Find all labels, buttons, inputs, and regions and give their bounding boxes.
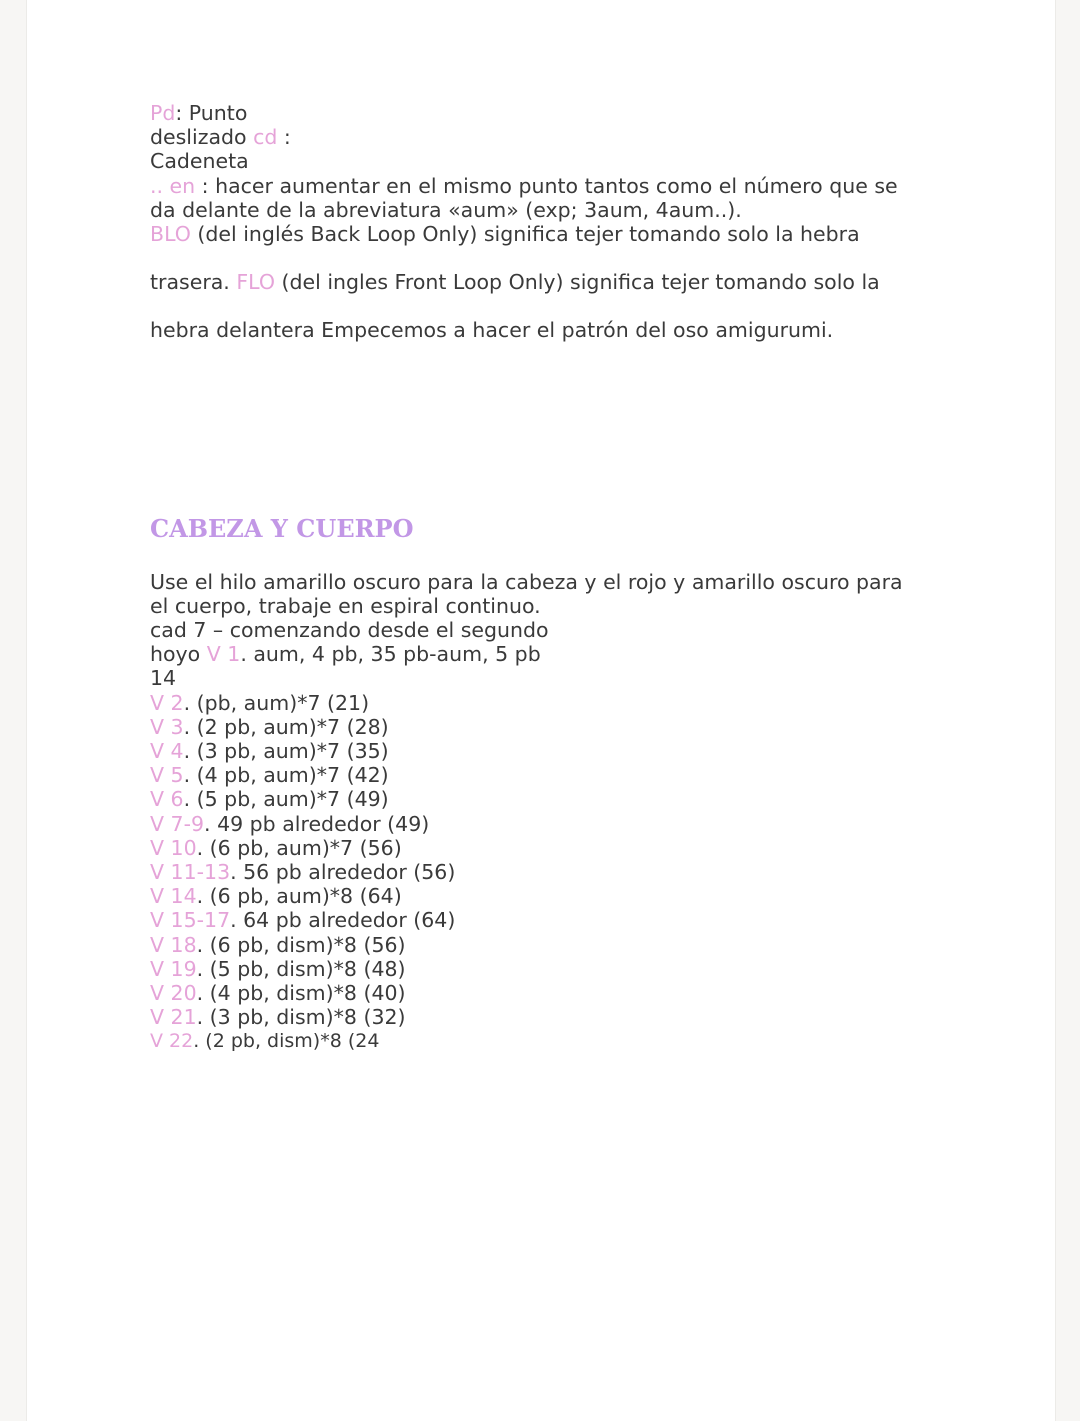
round-text: . (6 pb, aum)*7 (56) xyxy=(196,835,402,860)
intro-line-4: hoyo V 1. aum, 4 pb, 35 pb-aum, 5 pb xyxy=(150,642,541,667)
round-label: V 21 xyxy=(150,1005,197,1030)
glossary-cd-def: Cadeneta xyxy=(150,149,249,174)
glossary-en-def2: da delante de la abreviatura «aum» (exp; 3aum, 4aum..). xyxy=(150,197,742,222)
abbr-en: .. en xyxy=(150,173,196,198)
round-item xyxy=(150,1005,940,1029)
document-page xyxy=(26,0,1056,1421)
intro-line-2: el cuerpo, trabaje en espiral continuo. xyxy=(150,593,541,618)
article-content xyxy=(150,101,940,1054)
round-label: V 11-13 xyxy=(150,860,231,885)
round-item xyxy=(150,981,940,1005)
intro-line-1: Use el hilo amarillo oscuro para la cabeza y el rojo y amarillo oscuro para xyxy=(150,569,903,594)
round-item xyxy=(150,957,940,981)
round-label: V 3 xyxy=(150,714,184,739)
round-label: V 15-17 xyxy=(150,908,231,933)
abbr-flo: FLO xyxy=(236,270,275,295)
round-label: V 20 xyxy=(150,981,197,1006)
abbr-pd: Pd xyxy=(150,101,176,125)
round-item xyxy=(150,1029,940,1053)
round-text: . (pb, aum)*7 (21) xyxy=(183,690,370,715)
round-text: . (6 pb, aum)*8 (64) xyxy=(196,884,402,909)
round-item xyxy=(150,812,940,836)
round-item xyxy=(150,933,940,957)
round-item xyxy=(150,884,940,908)
round-text: . (2 pb, aum)*7 (28) xyxy=(183,714,389,739)
rounds-list xyxy=(150,691,940,1054)
intro-line-5: 14 xyxy=(150,666,177,691)
round-label: V 22 xyxy=(150,1030,194,1053)
round-label: V 18 xyxy=(150,932,197,957)
round-item xyxy=(150,836,940,860)
round-text: . (4 pb, dism)*8 (40) xyxy=(196,981,406,1006)
abbr-cd: cd xyxy=(253,125,278,150)
round-text: . (4 pb, aum)*7 (42) xyxy=(183,763,389,788)
glossary-blo: BLO (del inglés Back Loop Only) significa tejer tomando solo la hebra xyxy=(150,222,860,247)
round-text: . 64 pb alrededor (64) xyxy=(230,908,456,933)
glossary-closing: hebra delantera Empecemos a hacer el patrón del oso amigurumi. xyxy=(150,318,834,343)
round-item xyxy=(150,908,940,932)
round-label: V 4 xyxy=(150,739,184,764)
round-item xyxy=(150,860,940,884)
round-text: . (3 pb, aum)*7 (35) xyxy=(183,739,389,764)
round-item xyxy=(150,739,940,763)
round-text: . (5 pb, dism)*8 (48) xyxy=(196,956,406,981)
round-text: . 49 pb alrededor (49) xyxy=(204,811,430,836)
glossary-pd: Pd: Punto xyxy=(150,101,248,125)
round-text: . (5 pb, aum)*7 (49) xyxy=(183,787,389,812)
round-label: V 6 xyxy=(150,787,184,812)
round-item xyxy=(150,787,940,811)
round-item xyxy=(150,763,940,787)
round-label: V 7-9 xyxy=(150,811,205,836)
glossary-en: .. en : hacer aumentar en el mismo punto tantos como el número que se xyxy=(150,173,898,198)
round-item xyxy=(150,691,940,715)
round-label: V 14 xyxy=(150,884,197,909)
section-heading: CABEZA Y CUERPO xyxy=(150,513,414,543)
round-text: . 56 pb alrededor (56) xyxy=(230,860,456,885)
round-item xyxy=(150,715,940,739)
glossary-flo: trasera. FLO (del ingles Front Loop Only) significa tejer tomando solo la xyxy=(150,270,880,295)
round-label: V 10 xyxy=(150,835,197,860)
round-label: V 19 xyxy=(150,956,197,981)
round-text: . (6 pb, dism)*8 (56) xyxy=(196,932,406,957)
round-label: V 5 xyxy=(150,763,184,788)
glossary-cd: deslizado cd : xyxy=(150,125,291,150)
round-label: V 1 xyxy=(206,642,241,667)
round-label: V 2 xyxy=(150,690,184,715)
round-text: . (3 pb, dism)*8 (32) xyxy=(196,1005,406,1030)
round-text: . (2 pb, dism)*8 (24 xyxy=(193,1030,380,1053)
abbr-blo: BLO xyxy=(150,222,191,247)
intro-line-3: cad 7 – comenzando desde el segundo xyxy=(150,618,549,643)
